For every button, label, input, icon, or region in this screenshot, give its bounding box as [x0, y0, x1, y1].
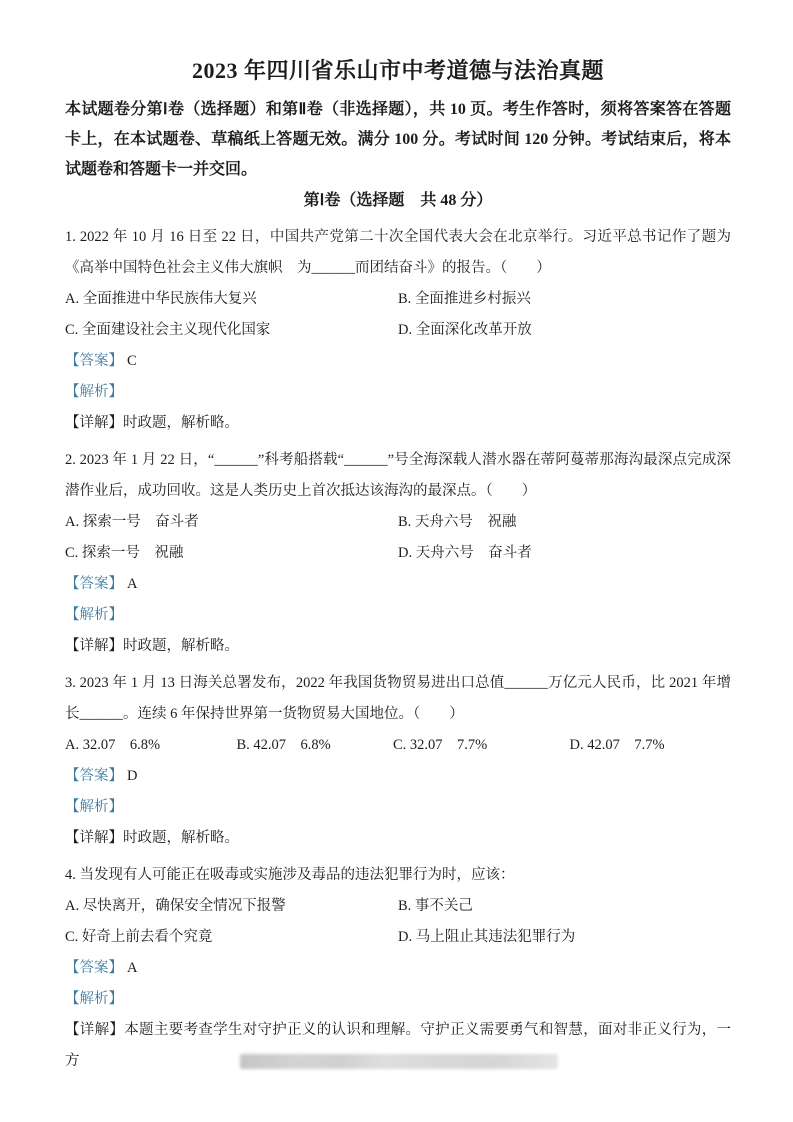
detail-label: 【详解】: [65, 1022, 125, 1038]
question-3-detail-line: [65, 823, 731, 854]
question-4-option-a: A. 尽快离开，确保安全情况下报警: [65, 898, 286, 914]
question-1-detail-line: [65, 408, 731, 439]
question-3-analysis-label: 【解析】: [65, 799, 123, 815]
question-1-option-a: A. 全面推进中华民族伟大复兴: [65, 291, 257, 307]
page-title: 2023 年四川省乐山市中考道德与法治真题: [191, 58, 604, 83]
question-3-answer-line: [65, 761, 731, 792]
question-2-answer-value: A: [127, 576, 138, 592]
question-2-option-c: C. 探索一号 祝融: [65, 545, 184, 561]
question-2-stem: 2. 2023 年 1 月 22 日，“______”科考船搭载“______”号全海深载人潜水器在蒂阿蔓蒂那海沟最深点完成深潜作业后，成功回收。这是人类历史上首次抵达该海沟的最深点。（ ）: [65, 452, 731, 499]
question-4-stem: 4. 当发现有人可能正在吸毒或实施涉及毒品的违法犯罪行为时，应该：: [65, 867, 515, 883]
question-4-answer-line: [65, 953, 731, 984]
detail-label: 【详解】: [65, 830, 123, 846]
question-3-answer-value: D: [127, 768, 138, 784]
question-1-option-b: B. 全面推进乡村振兴: [398, 291, 531, 307]
question-4-options: [65, 891, 731, 953]
question-3-options: [65, 730, 731, 761]
detail-label: 【详解】: [65, 415, 123, 431]
answer-label: 【答案】: [65, 576, 123, 592]
question-4-option-d: D. 马上阻止其违法犯罪行为: [398, 929, 576, 945]
answer-label: 【答案】: [65, 960, 123, 976]
question-1-detail-text: 时政题，解析略。: [123, 415, 239, 431]
question-1-analysis-label: 【解析】: [65, 384, 123, 400]
question-1-option-d: D. 全面深化改革开放: [398, 322, 532, 338]
answer-label: 【答案】: [65, 353, 123, 369]
section-heading: 第Ⅰ卷（选择题 共 48 分）: [303, 192, 493, 209]
question-3-option-b: B. 42.07 6.8%: [236, 737, 331, 753]
watermark: [240, 1054, 558, 1069]
question-4-answer-value: A: [127, 960, 138, 976]
question-1: [65, 222, 731, 439]
question-2: [65, 445, 731, 662]
question-1-answer-value: C: [127, 353, 137, 369]
question-2-detail-line: [65, 631, 731, 662]
question-2-options: [65, 507, 731, 569]
question-2-answer-line: [65, 569, 731, 600]
question-2-detail-text: 时政题，解析略。: [123, 638, 239, 654]
question-1-option-c: C. 全面建设社会主义现代化国家: [65, 322, 271, 338]
question-4-option-c: C. 好奇上前去看个究竟: [65, 929, 213, 945]
detail-label: 【详解】: [65, 638, 123, 654]
question-2-analysis-label: 【解析】: [65, 607, 123, 623]
question-3: [65, 668, 731, 854]
question-1-answer-line: [65, 346, 731, 377]
answer-label: 【答案】: [65, 768, 123, 784]
question-4: [65, 860, 731, 1077]
question-4-detail-text: 本题主要考查学生对守护正义的认识和理解。守护正义需要勇气和智慧，面对非正义行为，一方: [65, 1022, 732, 1069]
question-4-analysis-label: 【解析】: [65, 991, 123, 1007]
question-4-option-b: B. 事不关己: [398, 898, 473, 914]
question-3-option-d: D. 42.07 7.7%: [569, 737, 665, 753]
question-2-option-d: D. 天舟六号 奋斗者: [398, 545, 532, 561]
question-3-stem: 3. 2023 年 1 月 13 日海关总署发布，2022 年我国货物贸易进出口总值______万亿元人民币，比 2021 年增长______。连续 6 年保持世界第一货物贸易大国地位。（ ）: [65, 675, 731, 722]
question-1-stem: 1. 2022 年 10 月 16 日至 22 日，中国共产党第二十次全国代表大会在北京举行。习近平总书记作了题为《高举中国特色社会主义伟大旗帜 为______而团结奋斗》的报告。（ ）: [65, 229, 731, 276]
question-2-option-b: B. 天舟六号 祝融: [398, 514, 517, 530]
exam-instructions: 本试题卷分第Ⅰ卷（选择题）和第Ⅱ卷（非选择题），共 10 页。考生作答时，须将答案答在答题卡上，在本试题卷、草稿纸上答题无效。满分 100 分。考试时间 120 分钟。考试结束后，将本试题卷和答题卡一并交回。: [65, 101, 731, 178]
question-2-option-a: A. 探索一号 奋斗者: [65, 514, 199, 530]
question-3-option-c: C. 32.07 7.7%: [393, 737, 488, 753]
question-3-detail-text: 时政题，解析略。: [123, 830, 239, 846]
question-3-option-a: A. 32.07 6.8%: [65, 737, 161, 753]
question-1-options: [65, 284, 731, 346]
